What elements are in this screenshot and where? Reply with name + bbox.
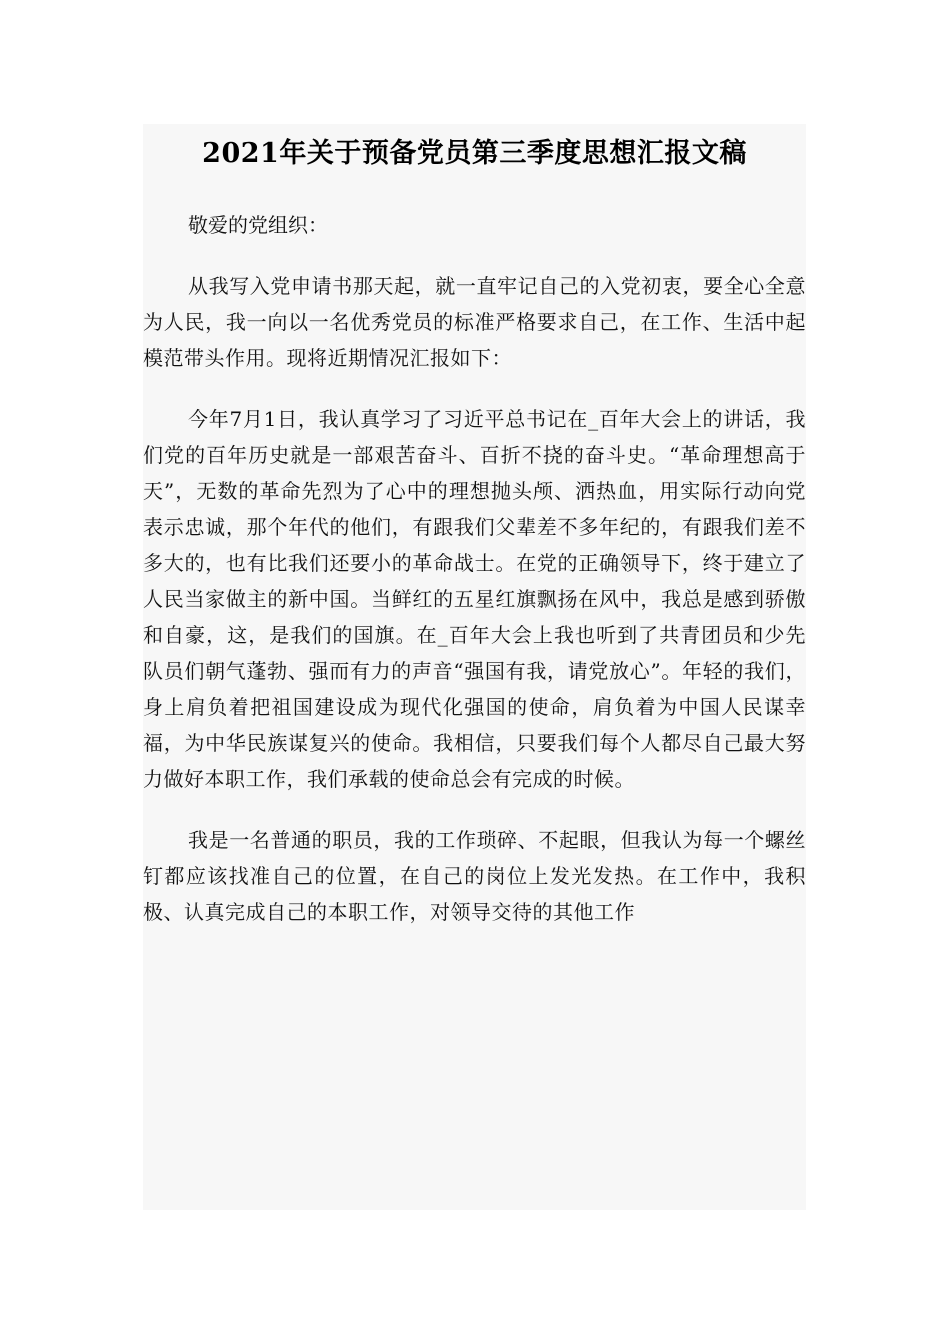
document-page: [143, 124, 806, 1210]
paragraph-1: 从我写入党申请书那天起，就一直牢记自己的入党初衷，要全心全意为人民，我一向以一名优秀党员的标准严格要求自己，在工作、生活中起模范带头作用。现将近期情况汇报如下：: [143, 274, 806, 370]
salutation: 敬爱的党组织：: [188, 213, 328, 237]
paragraph-2: 今年7月1日，我认真学习了习近平总书记在_百年大会上的讲话，我们党的百年历史就是一部艰苦奋斗、百折不挠的奋斗史。“革命理想高于天”，无数的革命先烈为了心中的理想抛头颅、洒热血，用实际行动向党表示忠诚，那个年代的他们，有跟我们父辈差不多年纪的，有跟我们差不多大的，也有比我们还要小的革命战士。在党的正确领导下，终于建立了人民当家做主的新中国。当鲜红的五星红旗飘扬在风中，我总是感到骄傲和自豪，这，是我们的国旗。在_百年大会上我也听到了共青团员和少先队员们朝气蓬勃、强而有力的声音“强国有我，请党放心”。年轻的我们，身上肩负着把祖国建设成为现代化强国的使命，肩负着为中国人民谋幸福，为中华民族谋复兴的使命。我相信，只要我们每个人都尽自己最大努力做好本职工作，我们承载的使命总会有完成的时候。: [143, 407, 806, 791]
document-title: 2021年关于预备党员第三季度思想汇报文稿: [202, 138, 747, 169]
paragraph-3: 我是一名普通的职员，我的工作琐碎、不起眼，但我认为每一个螺丝钉都应该找准自己的位置，在自己的岗位上发光发热。在工作中，我积极、认真完成自己的本职工作，对领导交待的其他工作: [143, 828, 806, 924]
